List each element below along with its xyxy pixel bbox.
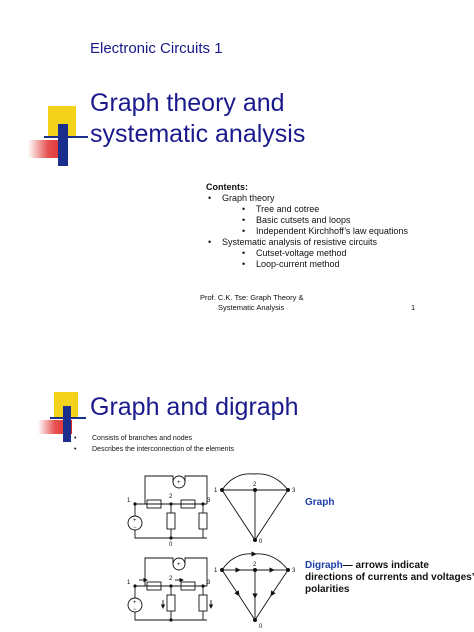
node-label-1: 1 [214,568,218,574]
bullet-item: • Consists of branches and nodes [74,433,234,444]
circuit-diagram [125,468,217,546]
contents-subitem: • Independent Kirchhoff’s law equations [240,226,408,237]
digraph-diagram [210,548,300,632]
node-label-0: 0 [259,539,263,545]
topic-label: Systematic analysis of resistive circuits [222,237,378,247]
node-label-2: 2 [169,576,173,582]
bullet-list [74,433,234,455]
node-label-3: 3 [207,498,211,504]
contents-list [206,182,408,270]
contents-subitem: • Tree and cotree [240,204,408,215]
footer-line-2: Systematic Analysis [218,303,285,312]
source-plus-sign: + [133,518,137,524]
node-label-1: 1 [214,488,218,494]
slide-title [90,88,305,150]
node-label-3: 3 [207,580,211,586]
contents-topic [206,237,408,270]
footer-line-1: Prof. C.K. Tse: Graph Theory & [200,293,304,302]
node-label-2: 2 [169,494,173,500]
circuit-diagram-directed [125,550,217,628]
node-label-3: 3 [292,568,296,574]
bullet-item: • Describes the interconnection of the elements [74,444,234,455]
contents-topic [206,193,408,237]
decorative-squares-graphic [28,106,90,170]
title-line-2: systematic analysis [90,120,306,148]
contents-heading: Contents: [206,182,248,192]
contents-subitem: • Basic cutsets and loops [240,215,408,226]
node-label-2: 2 [253,562,257,568]
graph-label: Graph [305,497,335,508]
topic-label: Graph theory [222,193,275,203]
digraph-label-head: Digraph [305,560,343,571]
node-label-0: 0 [259,624,263,630]
node-label-3: 3 [292,488,296,494]
digraph-label [305,560,474,596]
contents-subitem: • Loop-current method [240,259,408,270]
source-minus-sign: − [133,525,137,531]
source-minus-sign: − [133,607,137,613]
course-title: Electronic Circuits 1 [90,40,223,57]
contents-subitem: • Cutset-voltage method [240,248,408,259]
node-label-0: 0 [169,542,173,546]
node-label-1: 1 [127,498,131,504]
graph-digraph-slide [0,360,474,632]
slide-title: Graph and digraph [90,393,299,421]
source-plus-sign: + [177,562,181,568]
source-plus-sign: + [177,480,181,486]
title-line-1: Graph theory and [90,89,285,117]
digraph-label-rest: — arrows indicate directions of currents and voltages’ polarities [305,560,474,595]
node-label-2: 2 [253,482,257,488]
node-label-1: 1 [127,580,131,586]
source-plus-sign: + [133,600,137,606]
graph-diagram [210,470,300,550]
page-number: 1 [411,303,416,312]
slide-footer [200,293,304,313]
